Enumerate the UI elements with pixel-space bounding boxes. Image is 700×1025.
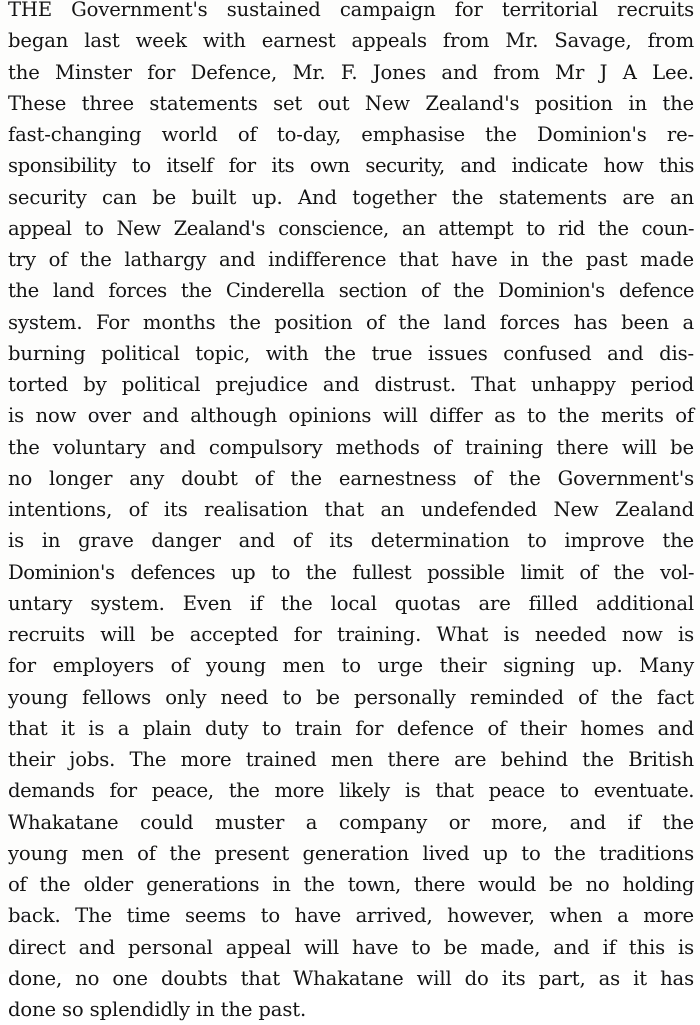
article-line: system. For months the position of the land forces has been a [8, 310, 694, 334]
article-line: direct and personal appeal will have to be made, and if this is [8, 935, 694, 959]
article-line: try of the lathargy and indifference that have in the past made [8, 248, 694, 271]
article-line: demands for peace, the more likely is that peace to eventuate. [8, 779, 694, 803]
article-line: of the older generations in the town, there would be no holding [8, 873, 694, 896]
article-line: young men of the present generation lived up to the traditions [8, 841, 694, 865]
article-line: done, no one doubts that Whakatane will do its part, as it has [8, 966, 694, 990]
article-line: torted by political prejudice and distrust. That unhappy period [8, 373, 694, 396]
article-line: the voluntary and compulsory methods of training there will be [8, 435, 694, 459]
article-line: their jobs. The more trained men there are behind the British [8, 748, 694, 771]
article-line: is now over and although opinions will differ as to the merits of [8, 404, 694, 428]
article-line: back. The time seems to have arrived, however, when a more [8, 904, 694, 928]
article-line: for employers of young men to urge their signing up. Many [8, 654, 694, 678]
article-line: fast-changing world of to-day, emphasise the Dominion's re- [8, 123, 694, 146]
article-line: the Minster for Defence, Mr. F. Jones and from Mr J A Lee. [8, 60, 694, 84]
article-line: Dominion's defences up to the fullest possible limit of the vol- [8, 560, 694, 584]
article-line: young fellows only need to be personally reminded of the fact [8, 685, 694, 709]
article-line: security can be built up. And together the statements are an [8, 185, 694, 209]
article-line: appeal to New Zealand's conscience, an attempt to rid the coun- [8, 216, 694, 240]
article-line: THE Government's sustained campaign for territorial recruits [8, 0, 694, 21]
article-body [8, 0, 694, 1025]
article-line-last: done so splendidly in the past. [8, 998, 307, 1021]
article-line: sponsibility to itself for its own security, and indicate how this [8, 154, 694, 178]
article-line: intentions, of its realisation that an undefended New Zealand [8, 498, 694, 521]
article-line: These three statements set out New Zealand's position in the [8, 91, 694, 115]
article-line: no longer any doubt of the earnestness of the Government's [8, 466, 694, 490]
article-line: is in grave danger and of its determination to improve the [8, 529, 694, 553]
article-line: that it is a plain duty to train for defence of their homes and [8, 716, 694, 740]
article-line: Whakatane could muster a company or more, and if the [8, 810, 694, 834]
article-line: untary system. Even if the local quotas are filled additional [8, 591, 694, 615]
article-line: began last week with earnest appeals from Mr. Savage, from [8, 29, 694, 53]
article-line: recruits will be accepted for training. What is needed now is [8, 623, 694, 646]
article-line: burning political topic, with the true issues confused and dis- [8, 341, 694, 365]
article-line: the land forces the Cinderella section of the Dominion's defence [8, 279, 694, 303]
